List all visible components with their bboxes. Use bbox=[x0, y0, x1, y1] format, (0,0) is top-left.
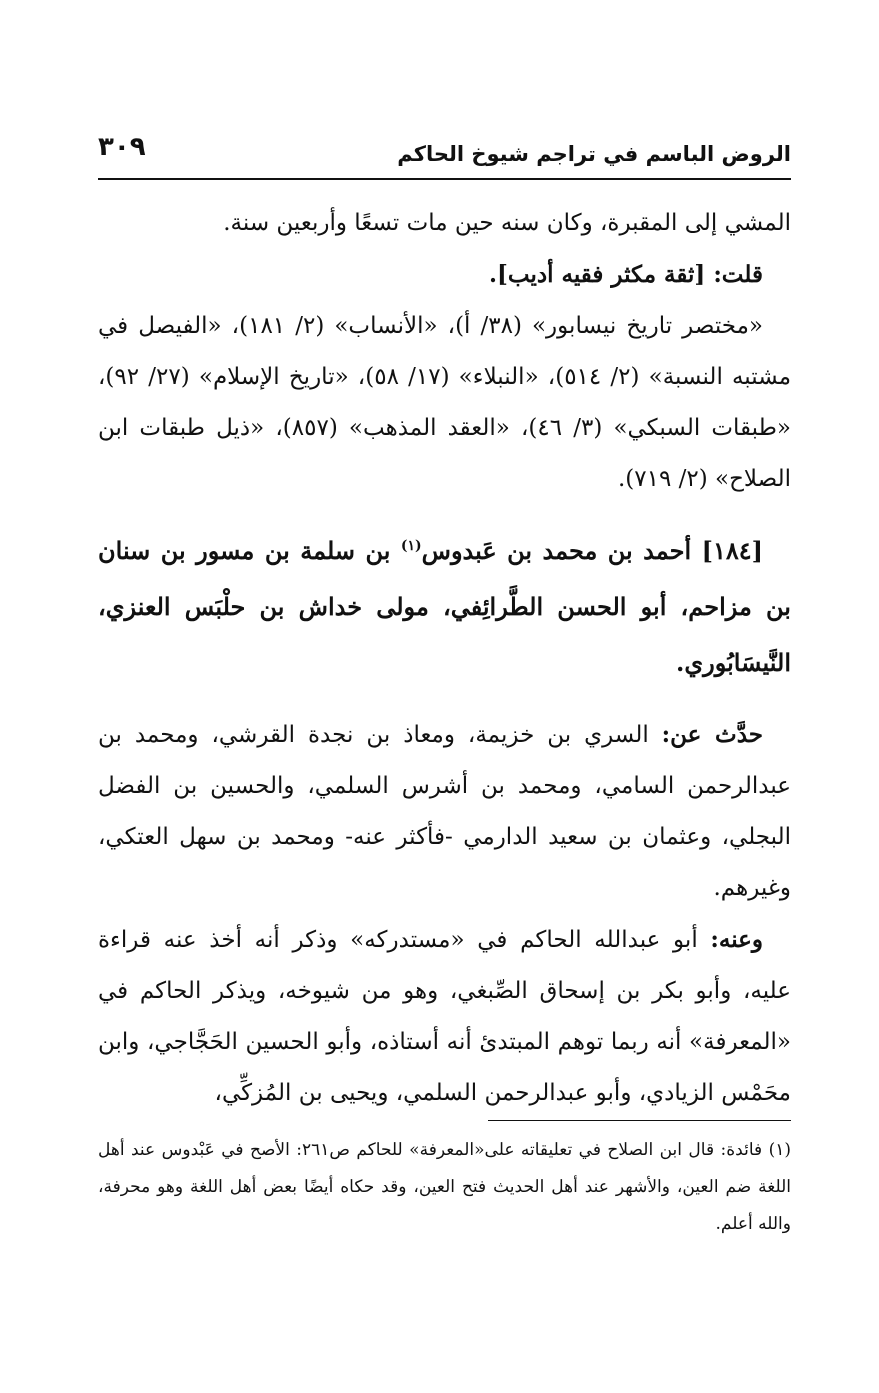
entry-heading bbox=[98, 523, 791, 691]
paragraph-teachers bbox=[98, 709, 791, 914]
paragraph-students bbox=[98, 914, 791, 1119]
paragraph-death-age: المشي إلى المقبرة، وكان سنه حين مات تسعًا وأربعين سنة. bbox=[223, 210, 791, 236]
footnote-reference: (١) bbox=[400, 538, 422, 554]
teachers-text: السري بن خزيمة، ومعاذ بن نجدة القرشي، ومحمد بن عبدالرحمن السامي، ومحمد بن أشرس السلمي، والحسين بن الفضل البجلي، وعثمان بن سعيد الدارمي -فأكثر عنه- ومحمد بن سهل العتكي، وغيرهم. bbox=[98, 722, 791, 901]
footnote bbox=[98, 1132, 791, 1243]
running-title: الروض الباسم في تراجم شيوخ الحاكم bbox=[397, 142, 791, 166]
teachers-label: حدَّث عن: bbox=[661, 721, 763, 748]
verdict-text: [ثقة مكثر فقيه أديب]. bbox=[488, 261, 714, 288]
page-header bbox=[98, 128, 791, 180]
spacer bbox=[98, 505, 791, 523]
entry-heading-part2: بن سلمة بن مسور بن سنان بن مزاحم، أبو الحسن الطَّرائِفي، مولى خداش بن حلْبَس العنزي، النَّيسَابُوري. bbox=[98, 536, 791, 677]
spacer bbox=[98, 691, 791, 709]
entry-heading-part1: [١٨٤] أحمد بن محمد بن عَبدوس bbox=[421, 536, 763, 565]
page-number: ٣٠٩ bbox=[98, 132, 146, 162]
header-rule bbox=[98, 178, 791, 180]
footnote-rule bbox=[488, 1120, 791, 1121]
paragraph-sources: «مختصر تاريخ نيسابور» (٣٨/ أ)، «الأنساب» (٢/ ١٨١)، «الفيصل في مشتبه النسبة» (٢/ ٥١٤)، «النبلاء» (١٧/ ٥٨)، «تاريخ الإسلام» (٢٧/ ٩٢)، «طبقات السبكي» (٣/ ٤٦)، «العقد المذهب» (٨٥٧)، «ذيل طبقات ابن الصلاح» (٢/ ٧١٩). bbox=[98, 313, 792, 492]
students-text: أبو عبدالله الحاكم في «مستدركه» وذكر أنه أخذ عنه قراءة عليه، وأبو بكر بن إسحاق الصِّبغي، وهو من شيوخه، ويذكر الحاكم في «المعرفة» أنه ربما توهم المبتدئ أنه أستاذه، وأبو الحسين الحَجَّاجي، وابن محَمْس الزيادي، وأبو عبدالرحمن السلمي، ويحيى بن المُزكِّي، bbox=[98, 927, 791, 1106]
students-label: وعنه: bbox=[710, 926, 763, 953]
verdict-label: قلت: bbox=[713, 261, 763, 288]
main-text bbox=[98, 198, 791, 1119]
paragraph-verdict bbox=[98, 249, 791, 301]
footnote-text: (١) فائدة: قال ابن الصلاح في تعليقاته على«المعرفة» للحاكم ص٢٦١: الأصح في عَبْدوس عند أهل اللغة ضم العين، والأشهر عند أهل الحديث فتح العين، وقد حكاه أيضًا بعض أهل اللغة وهو محرفة، والله أعلم. bbox=[98, 1140, 791, 1234]
